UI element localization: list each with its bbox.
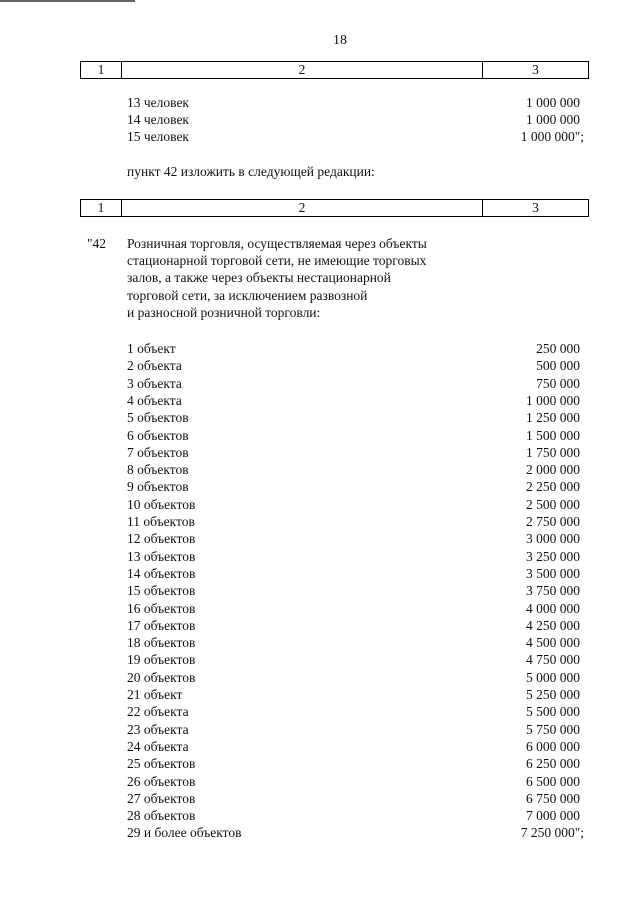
table-row-label: 25 объектов [127, 756, 196, 772]
item-description-line: и разносной розничной торговли: [127, 304, 321, 320]
table-row-value: 4 500 000 [526, 635, 580, 651]
table-row-label: 4 объекта [127, 392, 182, 408]
table-row-value: 2 000 000 [526, 462, 580, 478]
table-row-label: 9 объектов [127, 479, 189, 495]
table-header-col1: 1 [81, 62, 122, 78]
table-row-label: 26 объектов [127, 773, 196, 789]
table-row-value: 7 000 000 [526, 808, 580, 824]
table-row-value: 1 500 000 [526, 427, 580, 443]
instruction-text: пункт 42 изложить в следующей редакции: [127, 164, 375, 179]
table-row-label: 12 объектов [127, 531, 196, 547]
table-row-value: 3 250 000 [526, 548, 580, 564]
table-row-label: 13 объектов [127, 548, 196, 564]
table-row-label: 10 объектов [127, 496, 196, 512]
table-row-value: 750 000 [536, 375, 580, 391]
table-row-value: 1 000 000 [526, 392, 580, 408]
table-header [80, 199, 589, 217]
table-row-value: 500 000 [536, 358, 580, 374]
table-row-value: 1 750 000 [526, 444, 580, 460]
table-row-value: 1 000 000"; [520, 129, 584, 144]
table-row-value: 2 750 000 [526, 514, 580, 529]
table-row-label: 13 человек [127, 95, 189, 110]
table-row-label: 2 объекта [127, 358, 182, 374]
item-description [127, 235, 427, 321]
table-row-value: 5 250 000 [526, 687, 580, 702]
table-row-label: 11 объектов [127, 514, 195, 529]
table-row-label: 27 объектов [127, 790, 196, 806]
table-header-col3: 3 [532, 62, 539, 77]
table-row-value: 250 000 [536, 341, 580, 356]
item-description-line: стационарной торговой сети, не имеющие торговых [127, 253, 427, 269]
table-row-label: 15 человек [127, 129, 189, 144]
table-row-value: 5 000 000 [526, 669, 580, 685]
item-description-line: Розничная торговля, осуществляемая через объекты [127, 236, 427, 251]
table-row-value: 6 000 000 [526, 738, 580, 754]
table-row-value: 1 000 000 [526, 112, 580, 127]
table-row-value: 3 000 000 [526, 531, 580, 547]
table-row-label: 6 объектов [127, 427, 189, 443]
table-row-label: 18 объектов [127, 635, 196, 651]
table-row-value: 7 250 000"; [520, 825, 584, 841]
table-row-value: 4 250 000 [526, 617, 580, 633]
table-row-label: 8 объектов [127, 462, 189, 478]
item-number: "42 [87, 236, 107, 251]
table-row-label: 19 объектов [127, 652, 196, 668]
table-row-label: 24 объекта [127, 738, 189, 754]
table-row-label: 20 объектов [127, 669, 196, 685]
table-row-value: 4 000 000 [526, 600, 580, 616]
table-row-label: 21 объект [127, 687, 183, 702]
table-row-label: 7 объектов [127, 444, 189, 460]
table-row-value: 1 250 000 [526, 410, 580, 426]
table-row-value: 3 750 000 [526, 583, 580, 599]
table-row-value: 6 250 000 [526, 756, 580, 772]
table-row-label: 22 объекта [127, 704, 189, 720]
table-header-col2: 2 [122, 200, 483, 216]
table-row-value: 5 500 000 [526, 704, 580, 720]
page-number: 18 [333, 33, 347, 48]
table-row-value: 3 500 000 [526, 565, 580, 581]
table-row-label: 14 человек [127, 112, 189, 127]
table-row-value: 6 750 000 [526, 790, 580, 806]
table-row-label: 17 объектов [127, 617, 196, 633]
table-row-label: 14 объектов [127, 565, 196, 581]
table-row-label: 16 объектов [127, 600, 196, 616]
top-rule [0, 0, 135, 2]
table-row-value: 4 750 000 [526, 652, 580, 668]
table-row-value: 1 000 000 [526, 95, 580, 110]
item-description-line: торговой сети, за исключением развозной [127, 287, 368, 303]
table-row-value: 5 750 000 [526, 721, 580, 737]
table-row-label: 15 объектов [127, 583, 196, 599]
table-header [80, 61, 589, 79]
table-row-value: 2 250 000 [526, 479, 580, 495]
table-row-label: 29 и более объектов [127, 825, 242, 841]
table-row-label: 3 объекта [127, 375, 182, 391]
table-header-col2: 2 [122, 62, 483, 78]
table-row-label: 28 объектов [127, 808, 196, 824]
table-header-col3: 3 [532, 200, 539, 215]
table-row-value: 2 500 000 [526, 496, 580, 512]
table-row-value: 6 500 000 [526, 773, 580, 789]
table-header-col1: 1 [81, 200, 122, 216]
table-row-label: 23 объекта [127, 721, 189, 737]
table-row-label: 5 объектов [127, 410, 189, 426]
table-row-label: 1 объект [127, 341, 176, 356]
item-description-line: залов, а также через объекты нестационарной [127, 270, 391, 286]
